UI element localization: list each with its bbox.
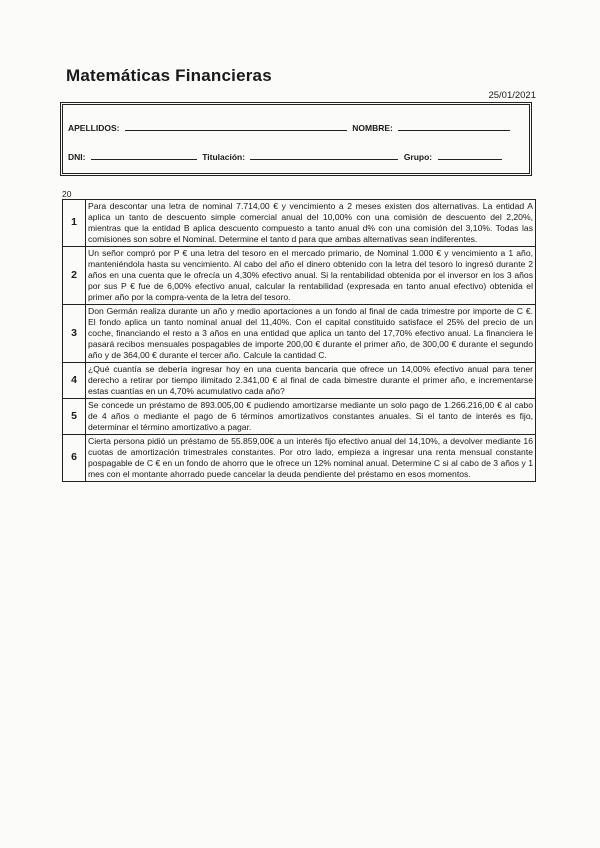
question-number: 1 (63, 200, 86, 247)
titulacion-label: Titulación: (202, 152, 246, 162)
grupo-label: Grupo: (403, 152, 433, 162)
question-row (63, 247, 536, 305)
apellidos-label: APELLIDOS: (68, 123, 120, 133)
student-info-box (60, 102, 532, 176)
question-row (63, 200, 536, 247)
nombre-label: NOMBRE: (352, 123, 393, 133)
question-number: 4 (63, 363, 86, 399)
question-number: 3 (63, 305, 86, 363)
dni-label: DNI: (68, 152, 86, 162)
score-mark: 20 (62, 189, 72, 199)
apellidos-field[interactable] (125, 121, 347, 131)
exam-date: 25/01/2021 (488, 90, 536, 101)
question-text: Cierta persona pidió un préstamo de 55.859,00€ a un interés fijo efectivo anual del 14,10%, a devolver mediante 16 cuotas de amortización trimestrales constantes. Por otro lado, empieza a ingresar una renta mensual constante pospagable de C € en un fondo de ahorro que le ofrece un 12% nominal anual. Determine C si al cabo de 3 años y 1 mes con el montante ahorrado puede cancelar la deuda pendiente del préstamo en esos momentos. (86, 435, 536, 482)
question-row (63, 305, 536, 363)
apellidos-row (68, 121, 513, 133)
question-row (63, 435, 536, 482)
dni-field[interactable] (91, 150, 197, 160)
question-text: Don Germán realiza durante un año y medio aportaciones a un fondo al final de cada trimestre por importe de C €. El fondo aplica un tanto nominal anual del 11,40%. Con el capital constituido satisface el 25% del precio de un coche, financiando el resto a 3 años en una entidad que aplica un tanto del 17,70% efectivo anual. La financiera le pasará recibos mensuales pospagables de importe 200,00 € durante el primer año, de 300,00 € durante el segundo año y de 364,00 € durante el tercer año. Calcule la cantidad C. (86, 305, 536, 363)
document-title: Matemáticas Financieras (66, 66, 272, 85)
question-row (63, 363, 536, 399)
question-number: 2 (63, 247, 86, 305)
titulacion-field[interactable] (250, 150, 398, 160)
dni-row (68, 150, 505, 162)
grupo-field[interactable] (438, 150, 502, 160)
question-text: Un señor compró por P € una letra del tesoro en el mercado primario, de Nominal 1.000 € y vencimiento a 1 año, manteniéndola hasta su vencimiento. Al cabo del año el dinero obtenido con la letra del tesoro lo ingresó durante 2 años en una cuenta que le ofrecía un 4,30% efectivo anual. Si la rentabilidad obtenida por el inversor en los 3 años por sus P € fue de 6,00% efectivo anual, calcular la rentabilidad (expresada en tanto anual efectivo) obtenida el primer año por la compra-venta de la letra del tesoro. (86, 247, 536, 305)
questions-table (62, 199, 536, 482)
question-row (63, 399, 536, 435)
question-text: Se concede un préstamo de 893.005,00 € pudiendo amortizarse mediante un solo pago de 1.266.216,00 € al cabo de 4 años o mediante el pago de 6 términos amortizativos constantes anuales. Si el tanto de interés es fijo, determinar el término amortizativo a pagar. (86, 399, 536, 435)
question-text: Para descontar una letra de nominal 7.714,00 € y vencimiento a 2 meses existen dos alternativas. La entidad A aplica un tanto de descuento simple comercial anual del 10,00% con una comisión de descuento del 2,20%, mientras que la entidad B aplica descuento compuesto a tanto anual d% con una comisión del 3,10%. Todas las comisiones son sobre el Nominal. Determine el tanto d para que ambas alternativas sean indiferentes. (86, 200, 536, 247)
nombre-field[interactable] (398, 121, 510, 131)
question-text: ¿Qué cuantía se debería ingresar hoy en una cuenta bancaria que ofrece un 14,00% efectivo anual para tener derecho a retirar por tiempo ilimitado 2.341,00 € al final de cada bimestre durante el primer año, e incrementarse estas cuantías en un 4,70% acumulativo cada año? (86, 363, 536, 399)
question-number: 5 (63, 399, 86, 435)
question-number: 6 (63, 435, 86, 482)
